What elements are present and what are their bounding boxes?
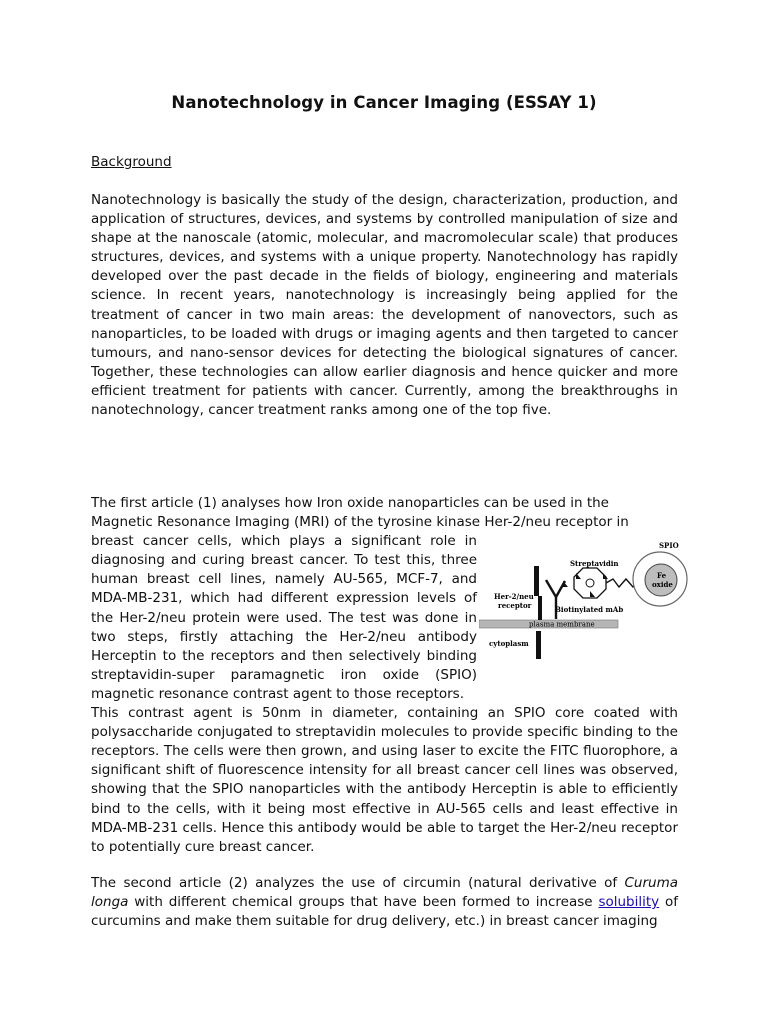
biotinylated-label: Biotinylated mAb	[555, 605, 624, 614]
fe-oxide-label-line1: Fe	[657, 571, 667, 580]
biotin-marker	[590, 591, 595, 597]
receptor-middle	[538, 596, 542, 620]
solubility-link[interactable]: solubility	[598, 894, 660, 911]
streptavidin-label: Streptavidin	[570, 559, 619, 568]
spio-receptor-diagram	[479, 535, 689, 695]
streptavidin-core	[586, 579, 594, 587]
paragraph-continuation: This contrast agent is 50nm in diameter, containing an SPIO core coated with polysaccharide conjugated to streptavidin molecules to provide specific binding to the receptors. The cells were then grown, and using laser to excite the FITC fluorophore, a significant shift of fluorescence intensity for all breast cancer cell lines was observed, showing that the SPIO nanoparticles with the antibody Herceptin is able to efficiently bind to the cells, with it being most effective in AU-565 cells and least effective in MDA-MB-231 cells. Hence this antibody would be able to target the Her-2/neu receptor to potentially cure breast cancer.	[91, 705, 678, 855]
membrane-label: plasma membrane	[529, 620, 595, 629]
paragraph-text: with different chemical groups that have been formed to increase	[128, 894, 599, 911]
italic-species-name: Curuma longa	[91, 875, 678, 911]
paragraph-background: Nanotechnology is basically the study of the design, characterization, production, and application of structures, devices, and systems by controlled manipulation of size and shape at the nanoscale (atomic, molecular, and macromolecular scale) that produces structures, devices, and systems with a unique property. Nanotechnology has rapidly developed over the past decade in the fields of biology, engineering and materials science. In recent years, nanotechnology is increasingly being applied for the treatment of cancer in two main areas: the development of nanovectors, such as nanoparticles, to be loaded with drugs or imaging agents and then targeted to cancer tumours, and nano-sensor devices for detecting the biological signatures of cancer. Together, these technologies can allow earlier diagnosis and hence quicker and more efficient treatment for patients with cancer. Currently, among the breakthroughs in nanotechnology, cancer treatment ranks among one of the top five.	[91, 192, 678, 419]
paragraph-text: of curcumins and make them suitable for drug delivery, etc.) in breast cancer imaging	[91, 894, 678, 930]
receptor-upper	[534, 566, 539, 596]
diagram-svg	[479, 535, 689, 695]
paragraph-wrapped-text: breast cancer cells, which plays a significant role in diagnosing and curing breast cancer. To test this, three human breast cell lines, namely AU-565, MCF-7, and MDA-MB-231, which had different expression levels of the Her-2/neu protein were used. The test was done in two steps, firstly attaching the Her-2/neu antibody Herceptin to the receptors and then selectively binding streptavidin-super paramagnetic iron oxide (SPIO) magnetic resonance contrast agent to those receptors.	[91, 533, 477, 702]
document-title: Nanotechnology in Cancer Imaging (ESSAY 1)	[171, 93, 597, 112]
paragraph-second-article	[91, 874, 678, 931]
receptor-label-line2: receptor	[498, 601, 532, 610]
paragraph-line: Magnetic Resonance Imaging (MRI) of the tyrosine kinase Her-2/neu receptor in	[91, 514, 629, 531]
paragraph-line: The first article (1) analyses how Iron oxide nanoparticles can be used in the	[91, 495, 609, 511]
cytoplasm-label: cytoplasm	[489, 639, 529, 648]
receptor-label-line1: Her-2/neu	[494, 592, 534, 601]
fe-oxide-label-line2: oxide	[652, 580, 673, 589]
section-heading-background: Background	[91, 154, 172, 170]
antibody-arm-left	[546, 580, 556, 597]
receptor-lower	[536, 631, 541, 659]
paragraph-text: The second article (2) analyzes the use of circumin (natural derivative of	[91, 875, 625, 891]
spio-label: SPIO	[659, 541, 679, 550]
